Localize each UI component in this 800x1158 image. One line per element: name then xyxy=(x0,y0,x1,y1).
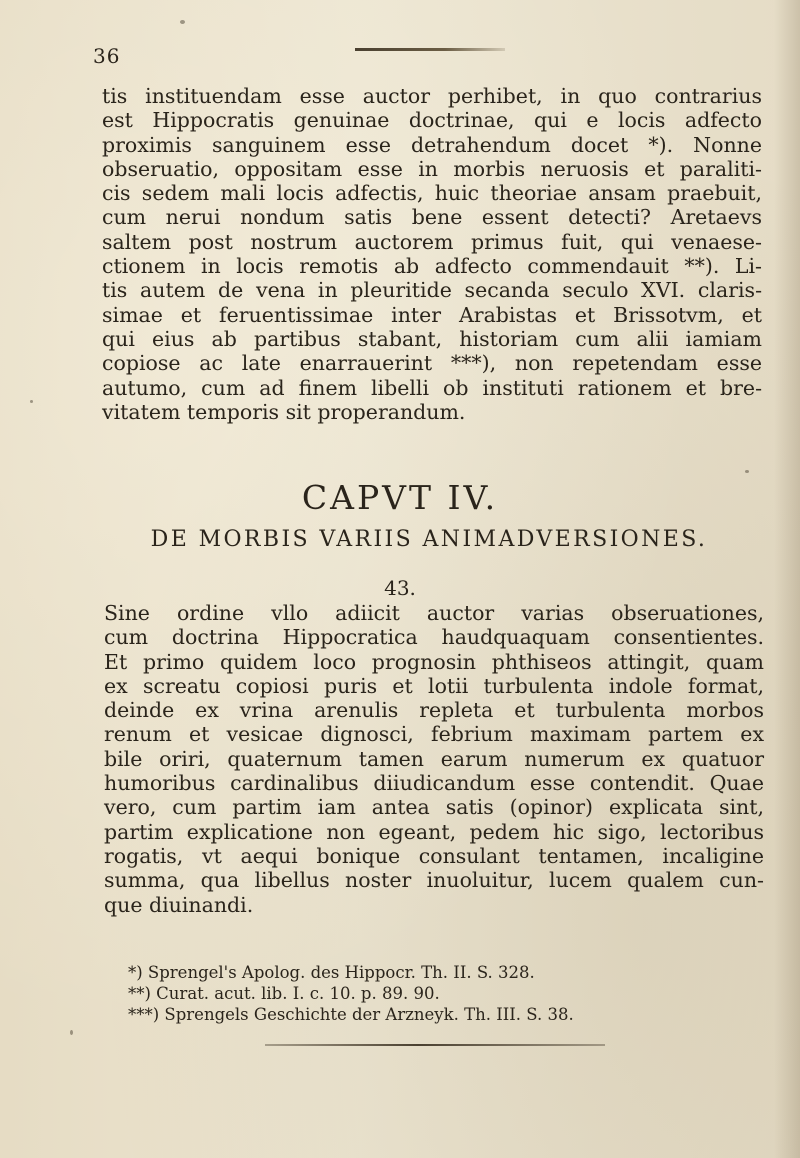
page-number: 36 xyxy=(93,44,121,68)
text-line: cum doctrina Hippocratica haudquaquam consentientes. xyxy=(104,625,764,650)
footnotes xyxy=(128,962,728,1025)
text-line: rogatis, vt aequi bonique consulant tentamen, incaligine xyxy=(104,843,764,868)
paper-speck xyxy=(30,400,33,403)
text-line: vitatem temporis sit properandum. xyxy=(102,399,466,424)
text-line: deinde ex vrina arenulis repleta et turbulenta morbos xyxy=(104,698,764,723)
footnote: **) Curat. acut. lib. I. c. 10. p. 89. 90. xyxy=(128,984,440,1003)
text-line: est Hippocratis genuinae doctrinae, qui e locis adfecto xyxy=(102,108,762,133)
chapter-title: CAPVT IV. xyxy=(301,478,499,517)
text-line: proximis sanguinem esse detrahendum docet *). Nonne xyxy=(102,132,762,157)
header-rule xyxy=(355,48,505,51)
text-line: Et primo quidem loco prognosin phthiseos attingit, quam xyxy=(104,649,764,674)
section-number: 43. xyxy=(384,576,416,600)
paper-speck xyxy=(70,1030,73,1035)
text-line: cis sedem mali locis adfectis, huic theoriae ansam praebuit, xyxy=(102,181,762,206)
text-line: bile oriri, quaternum tamen earum numerum ex quatuor xyxy=(104,746,764,771)
text-line: ctionem in locis remotis ab adfecto commendauit **). Li- xyxy=(102,254,762,279)
text-line: qui eius ab partibus stabant, historiam cum alii iamiam xyxy=(102,326,762,351)
paper-speck xyxy=(745,470,749,473)
text-line: renum et vesicae dignosci, febrium maximam partem ex xyxy=(104,722,764,747)
paper-speck xyxy=(180,20,185,24)
footnote-rule xyxy=(265,1044,605,1046)
text-line: saltem post nostrum auctorem primus fuit, qui venaese- xyxy=(102,229,762,254)
text-line: copiose ac late enarrauerint ***), non repetendam esse xyxy=(102,351,762,376)
text-line: tis autem de vena in pleuritide secanda seculo XVI. claris- xyxy=(102,278,762,303)
text-line: Sine ordine vllo adiicit auctor varias obseruationes, xyxy=(104,601,764,625)
text-line: cum nerui nondum satis bene essent detecti? Aretaevs xyxy=(102,205,762,230)
text-line: tis instituendam esse auctor perhibet, in quo contrarius xyxy=(102,84,762,108)
paragraph-2 xyxy=(104,601,764,917)
paragraph-1 xyxy=(102,84,762,424)
text-line: partim explicatione non egeant, pedem hic sigo, lectoribus xyxy=(104,819,764,844)
text-line: simae et feruentissimae inter Arabistas et Brissotvm, et xyxy=(102,302,762,327)
text-line: obseruatio, oppositam esse in morbis neruosis et paraliti- xyxy=(102,156,762,181)
chapter-subtitle: DE MORBIS VARIIS ANIMADVERSIONES. xyxy=(150,527,708,552)
text-line: autumo, cum ad finem libelli ob instituti rationem et bre- xyxy=(102,375,762,400)
text-line: humoribus cardinalibus diiudicandum esse contendit. Quae xyxy=(104,771,764,796)
text-line: que diuinandi. xyxy=(104,892,254,917)
footnote: *) Sprengel's Apolog. des Hippocr. Th. II. S. 328. xyxy=(128,963,535,982)
text-line: vero, cum partim iam antea satis (opinor) explicata sint, xyxy=(104,795,764,820)
text-line: ex screatu copiosi puris et lotii turbulenta indole format, xyxy=(104,673,764,698)
footnote: ***) Sprengels Geschichte der Arzneyk. Th. III. S. 38. xyxy=(128,1005,574,1024)
text-line: summa, qua libellus noster inuoluitur, lucem qualem cun- xyxy=(104,868,764,893)
